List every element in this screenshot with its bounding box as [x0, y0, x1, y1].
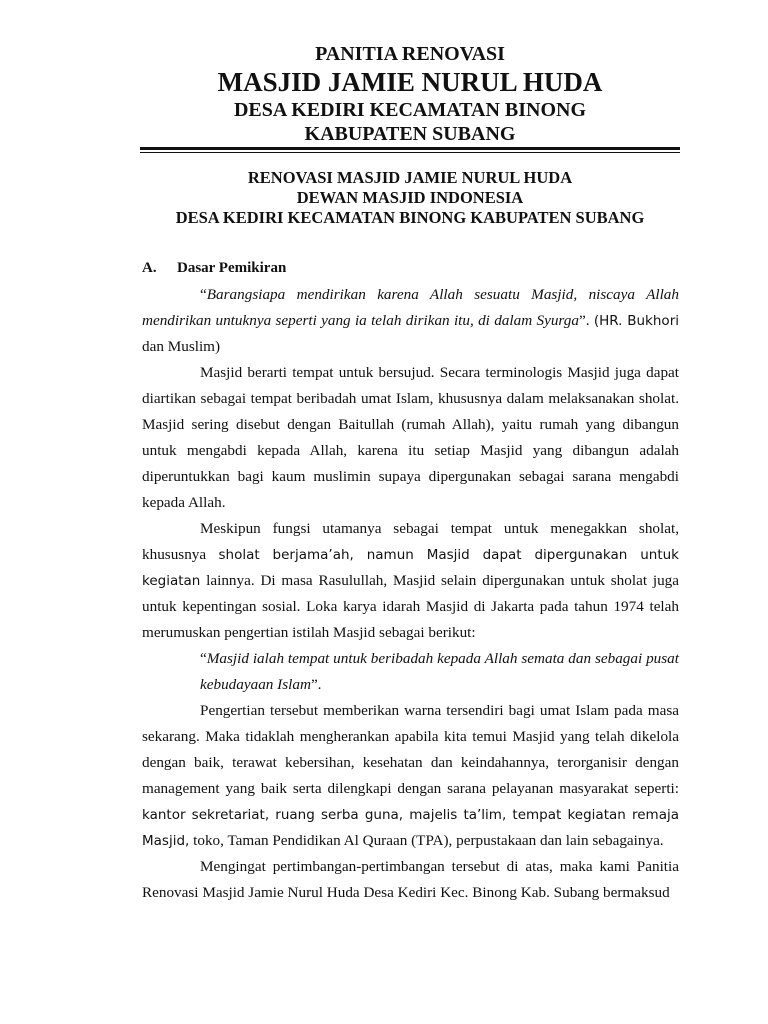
meaning-text-c: toko, Taman Pendidikan Al Quraan (TPA), perpustakaan dan lain sebagainya. — [189, 832, 664, 849]
function-text-b: sholat berjama’ah, namun Masjid dapat dipergunakan untuk kegiatan — [142, 547, 679, 589]
letterhead-village: DESA KEDIRI KECAMATAN BINONG — [233, 99, 587, 121]
quote-close-2: ”. — [310, 676, 322, 693]
title-line-1: RENOVASI MASJID JAMIE NURUL HUDA — [247, 168, 573, 187]
masjid-quote: Masjid ialah tempat untuk beribadah kepada Allah semata dan sebagai pusat kebudayaan Islam — [200, 650, 679, 693]
title-line-3: DESA KEDIRI KECAMATAN BINONG KABUPATEN SUBANG — [175, 208, 645, 227]
paragraph-function — [142, 516, 679, 646]
hadith-quote: Barangsiapa mendirikan karena Allah sesuatu Masjid, niscaya Allah mendirikan untuknya seperti yang ia telah dirikan itu, di dalam Syurga — [142, 286, 679, 329]
letterhead — [140, 42, 680, 146]
body-text — [142, 282, 679, 906]
letterhead-mosque-name: MASJID JAMIE NURUL HUDA — [217, 67, 603, 97]
section-heading — [142, 258, 286, 278]
section-title: Dasar Pemikiran — [177, 260, 287, 276]
meaning-text-a: Pengertian tersebut memberikan warna tersendiri bagi umat Islam pada masa sekarang. Maka tidaklah mengherankan apabila kita temui Masjid yang telah dikelola dengan baik, terawat kebersihan, kesehatan dan keindahannya, terorganisir dengan management yang baik serta dilengkapi dengan sarana pelayanan masyarakat seperti: — [142, 702, 679, 797]
paragraph-hadith — [142, 282, 679, 360]
paragraph-masjid-quote — [142, 646, 679, 698]
paragraph-conclusion: Mengingat pertimbangan-pertimbangan tersebut di atas, maka kami Panitia Renovasi Masjid Jamie Nurul Huda Desa Kediri Kec. Binong Kab. Subang bermaksud — [142, 858, 679, 901]
hadith-reference: (HR. Bukhori — [593, 313, 679, 329]
function-text-c: lainnya. Di masa Rasulullah, Masjid selain dipergunakan untuk sholat juga untuk kepentingan sosial. Loka karya idarah Masjid di Jakarta pada tahun 1974 telah merumuskan pengertian istilah Masjid sebagai berikut: — [142, 572, 679, 641]
paragraph-meaning — [142, 698, 679, 854]
title-line-2: DEWAN MASJID INDONESIA — [296, 188, 524, 207]
letterhead-divider-thick — [140, 147, 680, 150]
quote-open: “ — [200, 286, 207, 303]
section-number: A. — [142, 260, 157, 276]
meaning-text-b: kantor sekretariat, ruang serba guna, majelis ta’lim, tempat kegiatan remaja Masjid, — [142, 807, 679, 849]
quote-open-2: “ — [200, 650, 207, 667]
document-title — [140, 168, 680, 228]
letterhead-committee: PANITIA RENOVASI — [315, 43, 505, 65]
quote-close: ”. — [578, 312, 594, 329]
letterhead-regency: KABUPATEN SUBANG — [304, 123, 516, 145]
letterhead-divider-thin — [140, 152, 680, 153]
hadith-reference-end: dan Muslim) — [142, 338, 221, 355]
function-text-a: Meskipun fungsi utamanya sebagai tempat untuk menegakkan sholat, khususnya — [142, 520, 679, 563]
paragraph-definition: Masjid berarti tempat untuk bersujud. Secara terminologis Masjid juga dapat diartikan sebagai tempat beribadah umat Islam, khususnya dalam melaksanakan sholat. Masjid sering disebut dengan Baitullah (rumah Allah), yaitu rumah yang dibangun untuk mengabdi kepada Allah, karena itu setiap Masjid yang dibangun adalah diperuntukkan bagi kaum muslimin supaya dipergunakan sebagai sarana mengabdi kepada Allah. — [142, 364, 679, 511]
